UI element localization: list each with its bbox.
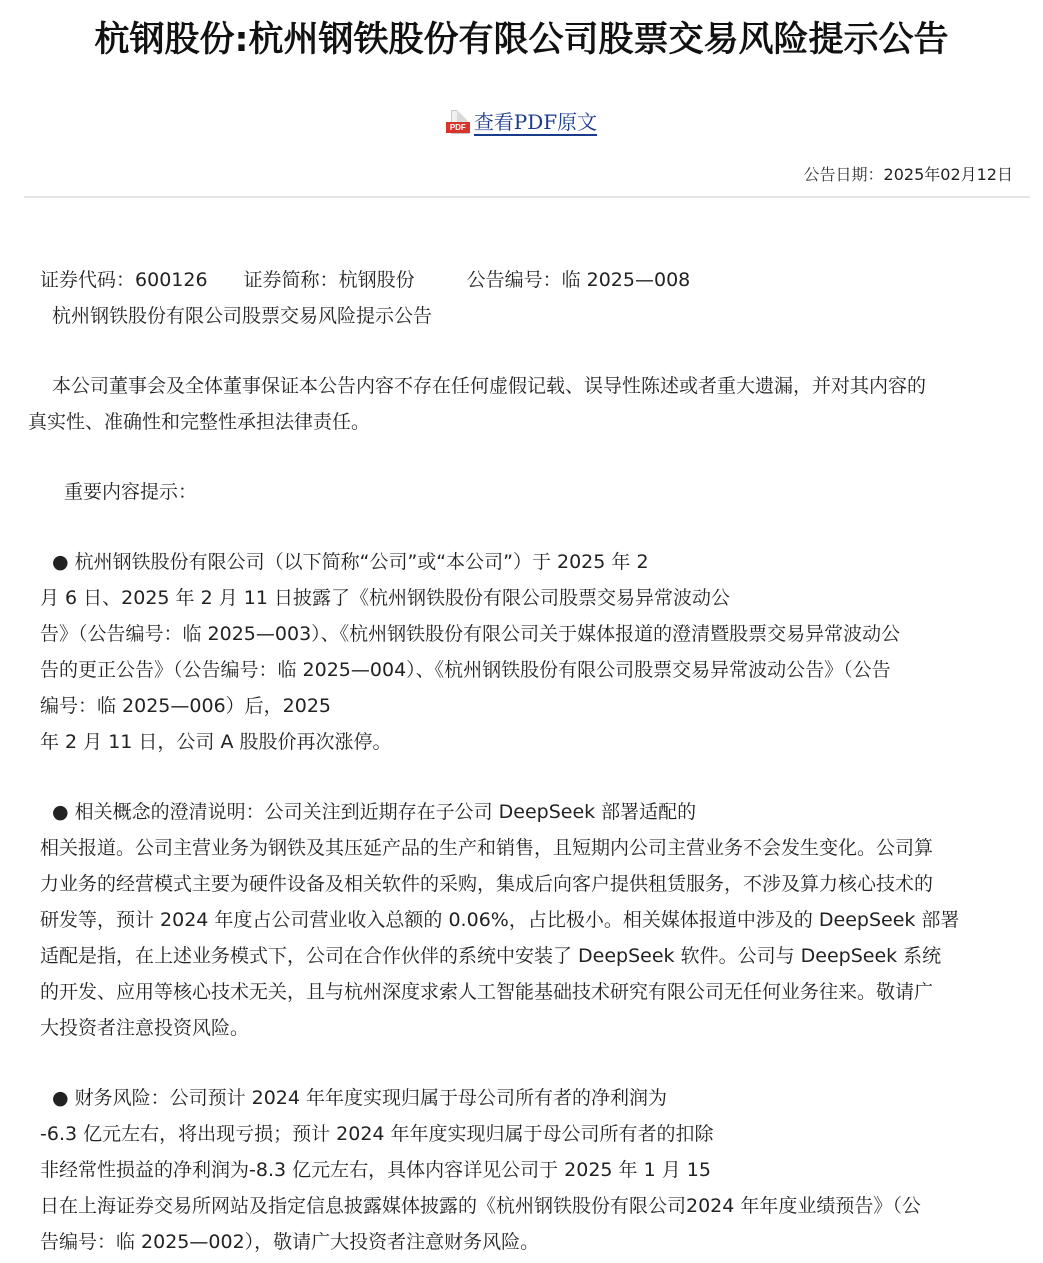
security-code: 证券代码：600126 [40,269,208,291]
pdf-file-icon: PDF [446,110,472,136]
security-short-name: 证券简称：杭钢股份 [243,269,415,291]
view-pdf-link-label[interactable]: 查看PDF原文 [473,110,598,134]
bullet-financial-risk: ● 财务风险：公司预计 2024 年年度实现归属于母公司所有者的净利润为 -6.3 亿元左右，将出现亏损；预计 2024 年年度实现归属于母公司所有者的扣除 非经常性损益的净利润为-8.3 亿元左右，具体内容详见公司于 2025 年 1 月 15 日在上海证券交易所网站及指定信息披露媒体披露的《杭州钢铁股份有限公司2024 年年度业绩预告》（公 告编号：临 2025—002），敬请广大投资者注意财务风险。 [40,1080,1020,1260]
highlights-heading: 重要内容提示： [64,481,198,503]
bullet-icon: ● [52,801,69,823]
bullet-concept-clarification: ● 相关概念的澄清说明：公司关注到近期存在子公司 DeepSeek 部署适配的 相关报道。公司主营业务为钢铁及其压延产品的生产和销售，且短期内公司主营业务不会发生变化。公司算 力业务的经营模式主要为硬件设备及相关软件的采购，集成后向客户提供租赁服务，不涉及算力核心技术的 研发等，预计 2024 年度占公司营业收入总额的 0.06%，占比极小。相关媒体报道中涉及的 DeepSeek 部署 适配是指，在上述业务模式下，公司在合作伙伴的系统中安装了 DeepSeek 软件。公司与 DeepSeek 系统 的开发、应用等核心技术无关，且与杭州深度求索人工智能基础技术研究有限公司无任何业务往来。敬请广 大投资者注意投资风险。 [40,794,1020,1046]
date-label: 公告日期： [803,165,884,184]
document-body [28,262,1020,1260]
bullet-trading-history: ● 杭州钢铁股份有限公司（以下简称“公司”或“本公司”）于 2025 年 2 月 6 日、2025 年 2 月 11 日披露了《杭州钢铁股份有限公司股票交易异常波动公 告》（公告编号：临 2025—003）、《杭州钢铁股份有限公司关于媒体报道的澄清暨股票交易异常波动公 告的更正公告》（公告编号：临 2025—004）、《杭州钢铁股份有限公司股票交易异常波动公告》（公告 编号：临 2025—006）后，2025 年 2 月 11 日，公司 A 股股价再次涨停。 [40,544,1020,760]
bullet-icon: ● [52,1087,69,1109]
bullet-icon: ● [52,551,69,573]
pdf-link-container [0,110,1043,144]
announcement-date [804,162,1013,188]
document-subtitle: 杭州钢铁股份有限公司股票交易风险提示公告 [52,305,433,327]
view-pdf-link[interactable] [446,110,597,136]
date-value: 2025年02月12日 [883,165,1013,184]
page-title: 杭钢股份:杭州钢铁股份有限公司股票交易风险提示公告 [94,20,949,60]
header-divider [24,196,1030,198]
announcement-number: 公告编号：临 2025—008 [466,269,691,291]
board-statement: 本公司董事会及全体董事保证本公告内容不存在任何虚假记载、误导性陈述或者重大遗漏，并对其内容的 真实性、准确性和完整性承担法律责任。 [28,375,927,433]
security-meta-line [40,262,1020,298]
